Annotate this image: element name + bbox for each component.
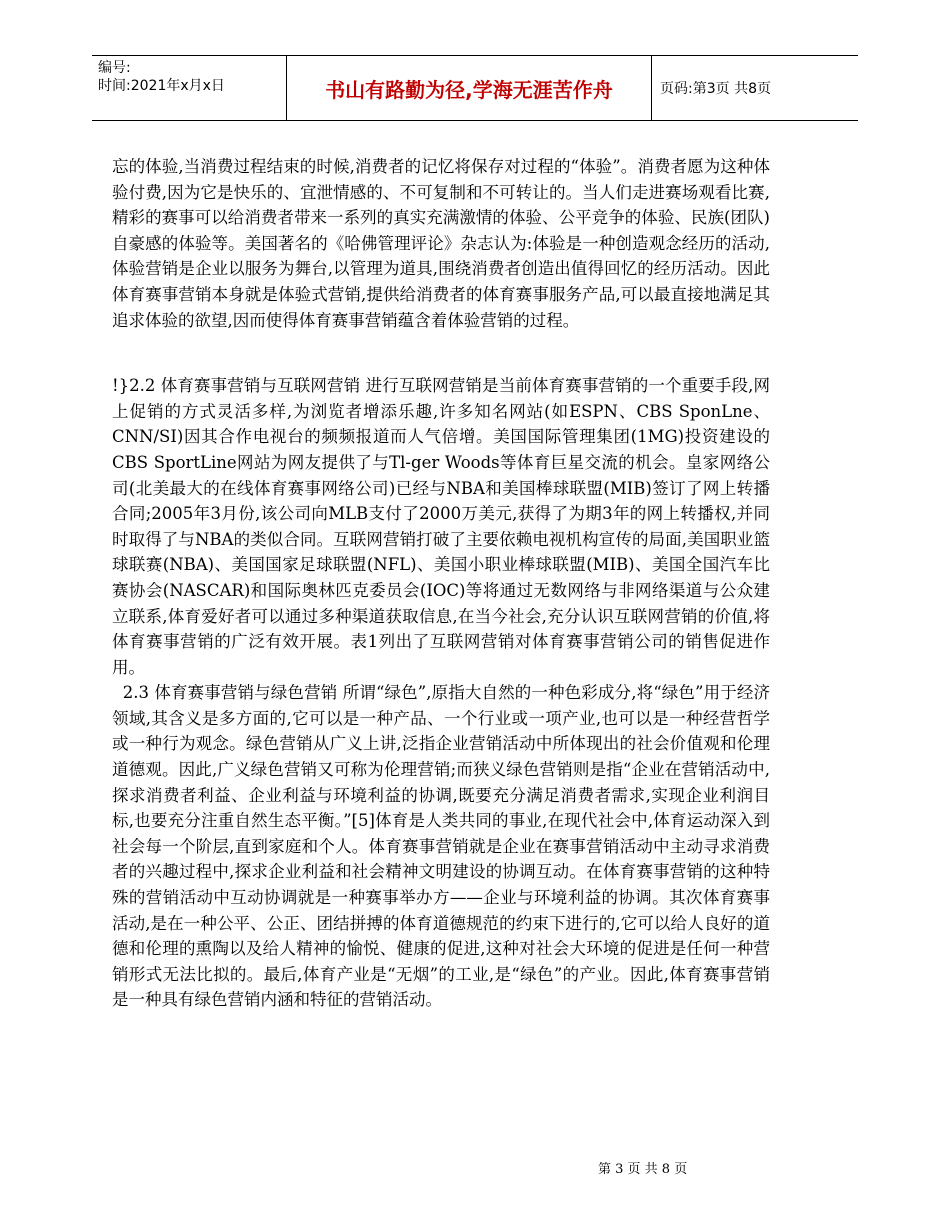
header-meta	[92, 56, 286, 120]
time-label: 时间:2021年x月x日	[98, 78, 225, 94]
document-body	[112, 154, 770, 1013]
header-page-info: 页码:第3页 共8页	[660, 81, 771, 97]
page-header	[92, 55, 858, 121]
serial-label: 编号:	[98, 60, 131, 76]
header-motto: 书山有路勤为径,学海无涯苦作舟	[286, 56, 652, 120]
paragraph-green-marketing: 2.3 体育赛事营销与绿色营销 所谓“绿色”,原指大自然的一种色彩成分,将“绿色”用于经济领域,其含义是多方面的,它可以是一种产品、一个行业或一项产业,也可以是一种经营哲学或一种行为观念。绿色营销从广义上讲,泛指企业营销活动中所体现出的社会价值观和伦理道德观。因此,广义绿色营销又可称为伦理营销;而狭义绿色营销则是指“企业在营销活动中,探求消费者利益、企业利益与环境利益的协调,既要充分满足消费者需求,实现企业利润目标,也要充分注重自然生态平衡。”[5]体育是人类共同的事业,在现代社会中,体育运动深入到社会每一个阶层,直到家庭和个人。体育赛事营销就是企业在赛事营销活动中主动寻求消费者的兴趣过程中,探求企业利益和社会精神文明建设的协调互动。在体育赛事营销的这种特殊的营销活动中互动协调就是一种赛事举办方——企业与环境利益的协调。其次体育赛事活动,是在一种公平、公正、团结拼搏的体育道德规范的约束下进行的,它可以给人良好的道德和伦理的熏陶以及给人精神的愉悦、健康的促进,这种对社会大环境的促进是任何一种营销形式无法比拟的。最后,体育产业是“无烟”的工业,是“绿色”的产业。因此,体育赛事营销是一种具有绿色营销内涵和特征的营销活动。	[112, 683, 770, 1010]
page-footer: 第 3 页 共 8 页	[598, 1162, 688, 1177]
paragraph-internet-marketing: !}2.2 体育赛事营销与互联网营销 进行互联网营销是当前体育赛事营销的一个重要手段,网上促销的方式灵活多样,为浏览者增添乐趣,许多知名网站(如ESPN、CBS SponLne、CNN/SI)因其合作电视台的频频报道而人气倍增。美国国际管理集团(1MG)投资建设的CBS SportLine网站为网友提供了与Tl-ger Woods等体育巨星交流的机会。皇家网络公司(北美最大的在线体育赛事网络公司)已经与NBA和美国棒球联盟(MIB)签订了网上转播合同;2005年3月份,该公司向MLB支付了2000万美元,获得了为期3年的网上转播权,并同时取得了与NBA的类似合同。互联网营销打破了主要依赖电视机构宣传的局面,美国职业篮球联赛(NBA)、美国国家足球联盟(NFL)、美国小职业棒球联盟(MIB)、美国全国汽车比赛协会(NASCAR)和国际奥林匹克委员会(IOC)等将通过无数网络与非网络渠道与公众建立联系,体育爱好者可以通过多种渠道获取信息,在当今社会,充分认识互联网营销的价值,将体育赛事营销的广泛有效开展。表1列出了互联网营销对体育赛事营销公司的销售促进作用。	[112, 376, 770, 677]
paragraph-experience-marketing: 忘的体验,当消费过程结束的时候,消费者的记忆将保存对过程的“体验”。消费者愿为这种体验付费,因为它是快乐的、宜泄情感的、不可复制和不可转让的。当人们走进赛场观看比赛,精彩的赛事可以给消费者带来一系列的真实充满激情的体验、公平竞争的体验、民族(团队)自豪感的体验等。美国著名的《哈佛管理评论》杂志认为:体验是一种创造观念经历的活动,体验营销是企业以服务为舞台,以管理为道具,围绕消费者创造出值得回忆的经历活动。因此体育赛事营销本身就是体验式营销,提供给消费者的体育赛事服务产品,可以最直接地满足其追求体验的欲望,因而使得体育赛事营销蕴含着体验营销的过程。	[112, 157, 770, 330]
